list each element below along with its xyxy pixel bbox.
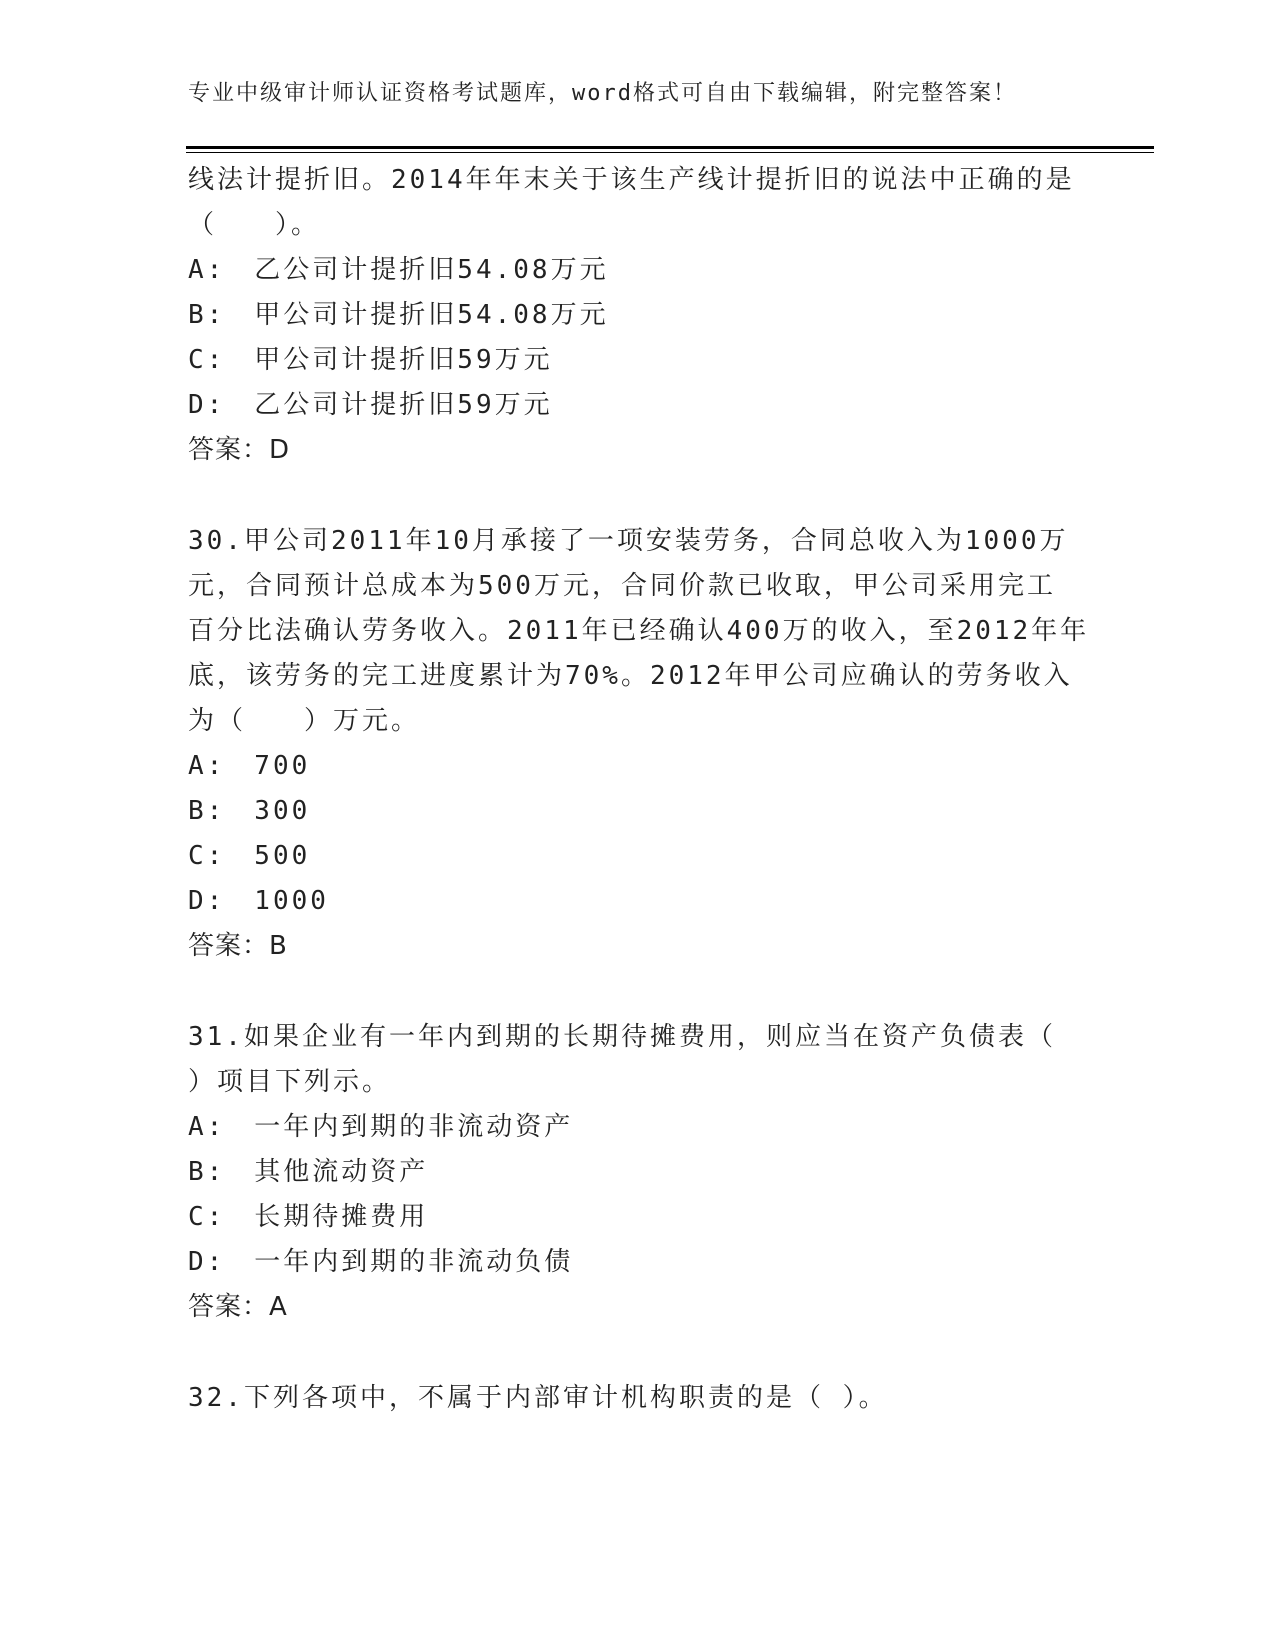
option-b: B: 甲公司计提折旧54.08万元 <box>188 300 609 330</box>
question-spacer <box>188 969 1108 1015</box>
question-text-line: ）项目下列示。 <box>188 1067 392 1097</box>
option-c: C: 甲公司计提折旧59万元 <box>188 345 553 375</box>
question-list <box>188 158 1108 1421</box>
question-text-line: 元，合同预计总成本为500万元，合同价款已收取，甲公司采用完工 <box>188 571 1056 601</box>
header-rule-thin <box>186 152 1154 153</box>
question-text-line: 底，该劳务的完工进度累计为70%。2012年甲公司应确认的劳务收入 <box>188 661 1073 691</box>
question-block <box>188 158 1108 473</box>
question-block <box>188 1376 1108 1421</box>
option-b: B: 300 <box>188 796 311 826</box>
question-spacer <box>188 473 1108 519</box>
option-c: C: 500 <box>188 841 311 871</box>
answer-text: 答案：D <box>188 435 291 465</box>
option-a: A: 700 <box>188 751 311 781</box>
question-text-line: 线法计提折旧。2014年年末关于该生产线计提折旧的说法中正确的是 <box>188 165 1075 195</box>
option-d: D: 一年内到期的非流动负债 <box>188 1247 574 1277</box>
option-d: D: 1000 <box>188 886 329 916</box>
option-b: B: 其他流动资产 <box>188 1157 429 1187</box>
option-a: A: 一年内到期的非流动资产 <box>188 1112 574 1142</box>
page-header: 专业中级审计师认证资格考试题库，word格式可自由下载编辑，附完整答案！ <box>188 81 1017 106</box>
option-d: D: 乙公司计提折旧59万元 <box>188 390 553 420</box>
option-c: C: 长期待摊费用 <box>188 1202 429 1232</box>
question-block <box>188 519 1108 969</box>
answer-text: 答案：B <box>188 931 288 961</box>
answer-text: 答案：A <box>188 1292 288 1322</box>
question-text-line: 32.下列各项中，不属于内部审计机构职责的是（ ）。 <box>188 1383 888 1413</box>
question-text-line: 百分比法确认劳务收入。2011年已经确认400万的收入，至2012年年 <box>188 616 1090 646</box>
question-spacer <box>188 1330 1108 1376</box>
question-text-line: 为（ ）万元。 <box>188 706 421 736</box>
question-text-line: 31.如果企业有一年内到期的长期待摊费用，则应当在资产负债表（ <box>188 1022 1056 1052</box>
option-a: A: 乙公司计提折旧54.08万元 <box>188 255 609 285</box>
header-rule-thick <box>186 146 1154 149</box>
question-text-line: 30.甲公司2011年10月承接了一项安装劳务，合同总收入为1000万 <box>188 526 1069 556</box>
question-text-line: （ ）。 <box>188 210 321 240</box>
question-block <box>188 1015 1108 1330</box>
